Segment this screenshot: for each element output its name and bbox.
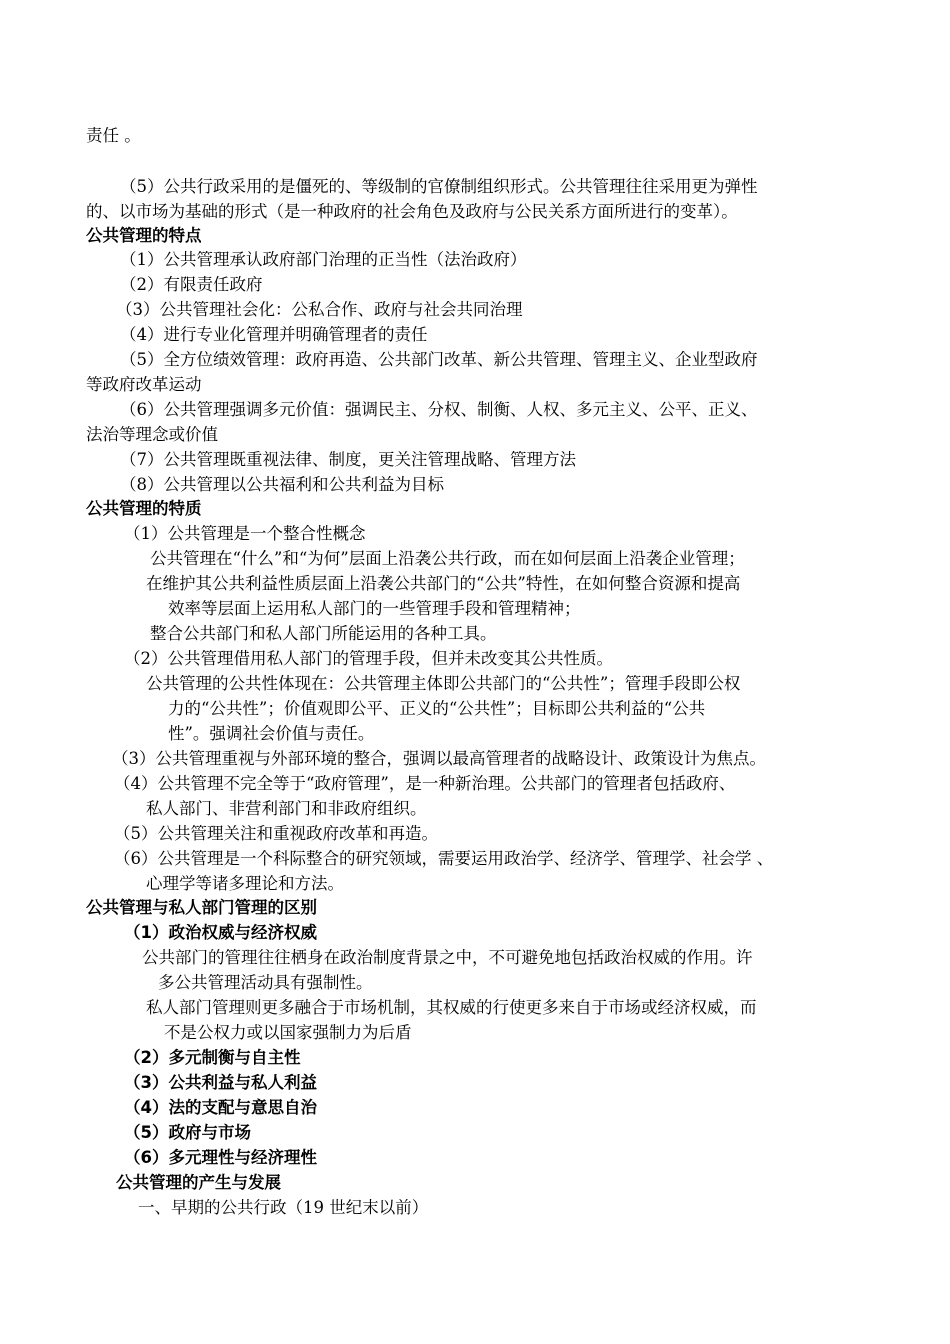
list-item: （5）公共管理关注和重视政府改革和再造。 <box>114 824 438 843</box>
subsection-heading: （5）政府与市场 <box>124 1123 251 1142</box>
text-line: 不是公权力或以国家强制力为后盾 <box>164 1023 412 1042</box>
list-item: （1）公共管理承认政府部门治理的正当性（法治政府） <box>120 250 527 269</box>
text-line: 公共管理的公共性体现在：公共管理主体即公共部门的“公共性”；管理手段即公权 <box>146 674 741 693</box>
text-line: 在维护其公共利益性质层面上沿袭公共部门的“公共”特性，在如何整合资源和提高 <box>146 574 741 593</box>
list-item: （4）公共管理不完全等于“政府管理”，是一种新治理。公共部门的管理者包括政府、 <box>114 774 736 793</box>
text-line: 公共部门的管理往往栖身在政治制度背景之中，不可避免地包括政治权威的作用。许 <box>142 948 753 967</box>
list-item: （2）有限责任政府 <box>120 275 263 294</box>
text-line: 等政府改革运动 <box>86 375 202 394</box>
list-item: （6）公共管理强调多元价值：强调民主、分权、制衡、人权、多元主义、公平、正义、 <box>120 400 758 419</box>
list-item: （8）公共管理以公共福利和公共利益为目标 <box>120 475 444 494</box>
subsection-heading: （2）多元制衡与自主性 <box>124 1048 301 1067</box>
list-item: （5）全方位绩效管理：政府再造、公共部门改革、新公共管理、管理主义、企业型政府 <box>120 350 758 369</box>
text-line: 效率等层面上运用私人部门的一些管理手段和管理精神； <box>168 599 581 618</box>
text-line: 整合公共部门和私人部门所能运用的各种工具。 <box>150 624 497 643</box>
text-line: 一、早期的公共行政（19 世纪末以前） <box>138 1198 429 1217</box>
list-item: （2）公共管理借用私人部门的管理手段，但并未改变其公共性质。 <box>124 649 613 668</box>
subsection-heading: （6）多元理性与经济理性 <box>124 1148 317 1167</box>
section-heading: 公共管理的特点 <box>86 226 202 245</box>
text-line: 心理学等诸多理论和方法。 <box>146 874 344 893</box>
text-line: 私人部门、非营利部门和非政府组织。 <box>146 799 427 818</box>
list-item: （6）公共管理是一个科际整合的研究领域，需要运用政治学、经济学、管理学、社会学 、 <box>114 849 774 868</box>
text-line: 力的“公共性”；价值观即公平、正义的“公共性”；目标即公共利益的“公共 <box>168 699 706 718</box>
list-item: （3）公共管理重视与外部环境的整合，强调以最高管理者的战略设计、政策设计为焦点。 <box>112 749 766 768</box>
list-item: （1）公共管理是一个整合性概念 <box>124 524 366 543</box>
text-line: （5）公共行政采用的是僵死的、等级制的官僚制组织形式。公共管理往往采用更为弹性 <box>120 177 758 196</box>
list-item: （7）公共管理既重视法律、制度，更关注管理战略、管理方法 <box>120 450 576 469</box>
subsection-heading: （3）公共利益与私人利益 <box>124 1073 317 1092</box>
text-line: 公共管理在“什么”和“为何”层面上沿袭公共行政，而在如何层面上沿袭企业管理； <box>150 549 745 568</box>
subsection-heading: （1）政治权威与经济权威 <box>124 923 317 942</box>
list-item: （3）公共管理社会化：公私合作、政府与社会共同治理 <box>116 300 523 319</box>
text-line: 责任 。 <box>86 126 141 145</box>
text-line: 的、以市场为基础的形式（是一种政府的社会角色及政府与公民关系方面所进行的变革）。 <box>86 202 738 221</box>
section-heading: 公共管理的产生与发展 <box>116 1173 281 1192</box>
text-line: 私人部门管理则更多融合于市场机制，其权威的行使更多来自于市场或经济权威，而 <box>146 998 757 1017</box>
text-line: 性”。强调社会价值与责任。 <box>168 724 375 743</box>
section-heading: 公共管理与私人部门管理的区别 <box>86 898 317 917</box>
text-line: 多公共管理活动具有强制性。 <box>158 973 373 992</box>
section-heading: 公共管理的特质 <box>86 499 202 518</box>
list-item: （4）进行专业化管理并明确管理者的责任 <box>120 325 428 344</box>
subsection-heading: （4）法的支配与意思自治 <box>124 1098 317 1117</box>
text-line: 法治等理念或价值 <box>86 425 218 444</box>
